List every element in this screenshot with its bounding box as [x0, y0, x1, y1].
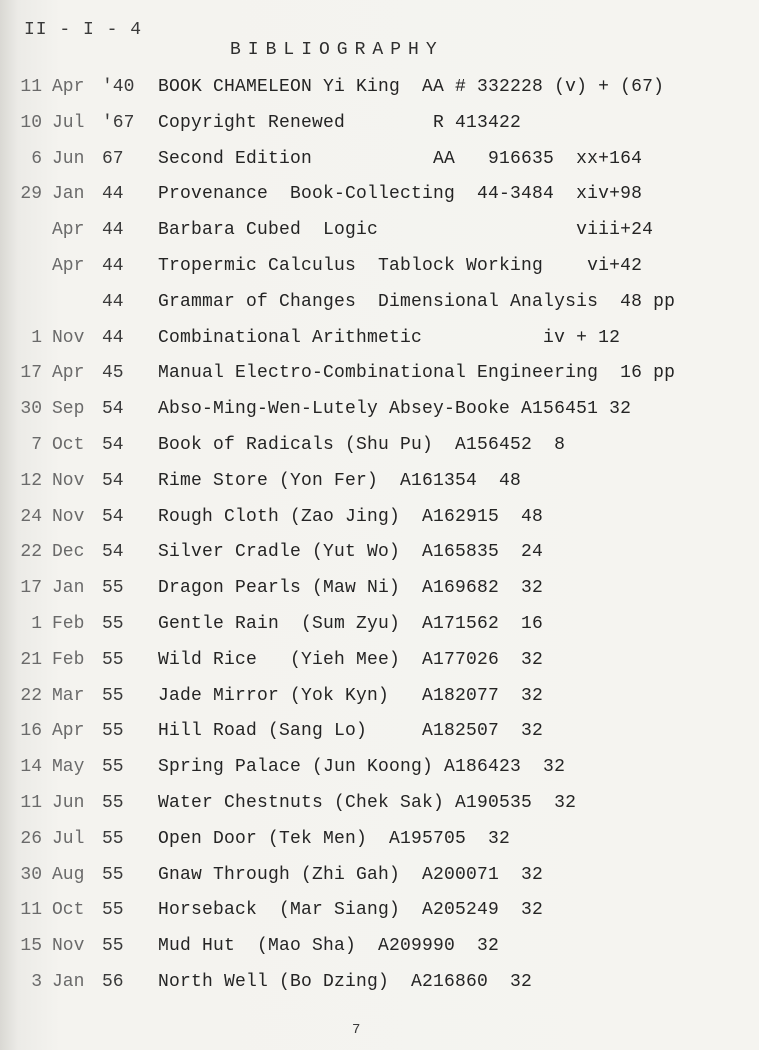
entry-month: Apr [52, 220, 85, 241]
entry-month: Apr [52, 721, 85, 742]
entry-day: 11 [20, 792, 42, 813]
entry-text: Spring Palace (Jun Koong) A186423 32 [158, 757, 566, 778]
entry-month: Feb [52, 613, 85, 634]
entry-text: BOOK CHAMELEON Yi King AA # 332228 (v) + (67) [158, 77, 665, 97]
list-item [0, 752, 759, 788]
entry-month: Feb [52, 649, 85, 670]
entry-year: 45 [102, 363, 124, 384]
entry-text: Wild Rice (Yieh Mee) A177026 32 [158, 649, 544, 670]
entry-day: 3 [31, 971, 42, 992]
entry-text: North Well (Bo Dzing) A216860 32 [158, 971, 533, 992]
entry-text: Second Edition AA 916635 xx+164 [158, 148, 643, 169]
entry-year: 54 [102, 399, 124, 420]
entry-month: Jun [52, 148, 85, 169]
entry-day: 1 [31, 613, 42, 634]
list-item [0, 931, 759, 967]
entry-text: Provenance Book-Collecting 44-3484 xiv+98 [158, 184, 643, 205]
entry-month: Jan [52, 971, 85, 992]
entry-year: 55 [102, 828, 124, 849]
entry-text: Rough Cloth (Zao Jing) A162915 48 [158, 506, 544, 527]
list-item [0, 573, 759, 609]
entry-text: Silver Cradle (Yut Wo) A165835 24 [158, 542, 544, 563]
entry-year: '40 [102, 77, 135, 97]
entry-day: 22 [20, 542, 42, 563]
page-title: BIBLIOGRAPHY [230, 40, 444, 60]
entry-month: Nov [52, 936, 85, 957]
entry-day: 12 [20, 470, 42, 491]
entry-text: Gnaw Through (Zhi Gah) A200071 32 [158, 864, 544, 885]
entry-month: Apr [52, 77, 85, 97]
entry-year: 44 [102, 255, 124, 276]
list-item [0, 502, 759, 538]
page-number: 7 [352, 1022, 361, 1038]
entry-month: Jun [52, 792, 85, 813]
entry-year: 55 [102, 578, 124, 599]
list-item [0, 287, 759, 323]
list-item [0, 358, 759, 394]
entry-year: 44 [102, 184, 124, 205]
entry-text: Jade Mirror (Yok Kyn) A182077 32 [158, 685, 544, 706]
entry-text: Grammar of Changes Dimensional Analysis 48 pp [158, 291, 676, 312]
entry-day: 17 [20, 363, 42, 384]
entry-month: Oct [52, 434, 85, 455]
entry-year: 54 [102, 542, 124, 563]
section-code: II - I - 4 [24, 20, 143, 40]
entry-month: Nov [52, 327, 85, 348]
entry-day: 24 [20, 506, 42, 527]
entry-year: 55 [102, 757, 124, 778]
entry-year: '67 [102, 112, 135, 133]
entry-text: Abso-Ming-Wen-Lutely Absey-Booke A156451 32 [158, 399, 632, 420]
list-item [0, 179, 759, 215]
entry-month: Apr [52, 363, 85, 384]
entry-text: Tropermic Calculus Tablock Working vi+42 [158, 255, 643, 276]
entry-year: 56 [102, 971, 124, 992]
entry-year: 55 [102, 649, 124, 670]
entry-year: 55 [102, 900, 124, 921]
entry-day: 14 [20, 757, 42, 778]
list-item [0, 430, 759, 466]
bibliography-list [0, 72, 759, 1003]
entry-year: 55 [102, 792, 124, 813]
list-item [0, 466, 759, 502]
list-item [0, 215, 759, 251]
entry-year: 54 [102, 506, 124, 527]
entry-text: Manual Electro-Combinational Engineering 16 pp [158, 363, 676, 384]
list-item [0, 645, 759, 681]
list-item [0, 967, 759, 1003]
entry-year: 44 [102, 327, 124, 348]
list-item [0, 251, 759, 287]
entry-year: 44 [102, 220, 124, 241]
entry-month: Jul [52, 112, 85, 133]
list-item [0, 144, 759, 180]
entry-month: Jan [52, 578, 85, 599]
entry-text: Combinational Arithmetic iv + 12 [158, 327, 621, 348]
entry-text: Rime Store (Yon Fer) A161354 48 [158, 470, 522, 491]
entry-year: 55 [102, 685, 124, 706]
entry-month: Oct [52, 900, 85, 921]
list-item [0, 609, 759, 645]
entry-year: 67 [102, 148, 124, 169]
entry-day: 11 [20, 77, 42, 97]
entry-text: Barbara Cubed Logic viii+24 [158, 220, 654, 241]
entry-year: 44 [102, 291, 124, 312]
entry-year: 55 [102, 613, 124, 634]
entry-day: 16 [20, 721, 42, 742]
entry-month: Aug [52, 864, 85, 885]
entry-text: Dragon Pearls (Maw Ni) A169682 32 [158, 578, 544, 599]
entry-day: 30 [20, 399, 42, 420]
entry-text: Mud Hut (Mao Sha) A209990 32 [158, 936, 500, 957]
entry-month: Jul [52, 828, 85, 849]
entry-day: 29 [20, 184, 42, 205]
entry-month: Nov [52, 470, 85, 491]
entry-year: 54 [102, 470, 124, 491]
entry-text: Open Door (Tek Men) A195705 32 [158, 828, 511, 849]
entry-year: 55 [102, 721, 124, 742]
entry-text: Copyright Renewed R 413422 [158, 112, 522, 133]
list-item [0, 788, 759, 824]
entry-text: Gentle Rain (Sum Zyu) A171562 16 [158, 613, 544, 634]
entry-month: Mar [52, 685, 85, 706]
list-item [0, 716, 759, 752]
entry-year: 55 [102, 936, 124, 957]
list-item [0, 824, 759, 860]
list-item [0, 108, 759, 144]
entry-day: 15 [20, 936, 42, 957]
entry-text: Book of Radicals (Shu Pu) A156452 8 [158, 434, 566, 455]
entry-day: 7 [31, 434, 42, 455]
entry-day: 22 [20, 685, 42, 706]
entry-text: Horseback (Mar Siang) A205249 32 [158, 900, 544, 921]
entry-year: 54 [102, 434, 124, 455]
entry-month: Sep [52, 399, 85, 420]
entry-month: Apr [52, 255, 85, 276]
entry-month: May [52, 757, 85, 778]
entry-month: Dec [52, 542, 85, 563]
list-item [0, 394, 759, 430]
list-item [0, 323, 759, 359]
list-item [0, 895, 759, 931]
entry-text: Hill Road (Sang Lo) A182507 32 [158, 721, 544, 742]
entry-day: 26 [20, 828, 42, 849]
entry-day: 30 [20, 864, 42, 885]
entry-day: 17 [20, 578, 42, 599]
list-item [0, 537, 759, 573]
entry-day: 1 [31, 327, 42, 348]
entry-day: 6 [31, 148, 42, 169]
entry-day: 10 [20, 112, 42, 133]
entry-day: 11 [20, 900, 42, 921]
entry-text: Water Chestnuts (Chek Sak) A190535 32 [158, 792, 577, 813]
entry-month: Jan [52, 184, 85, 205]
list-item [0, 681, 759, 717]
list-item [0, 72, 759, 108]
list-item [0, 860, 759, 896]
entry-month: Nov [52, 506, 85, 527]
entry-day: 21 [20, 649, 42, 670]
entry-year: 55 [102, 864, 124, 885]
